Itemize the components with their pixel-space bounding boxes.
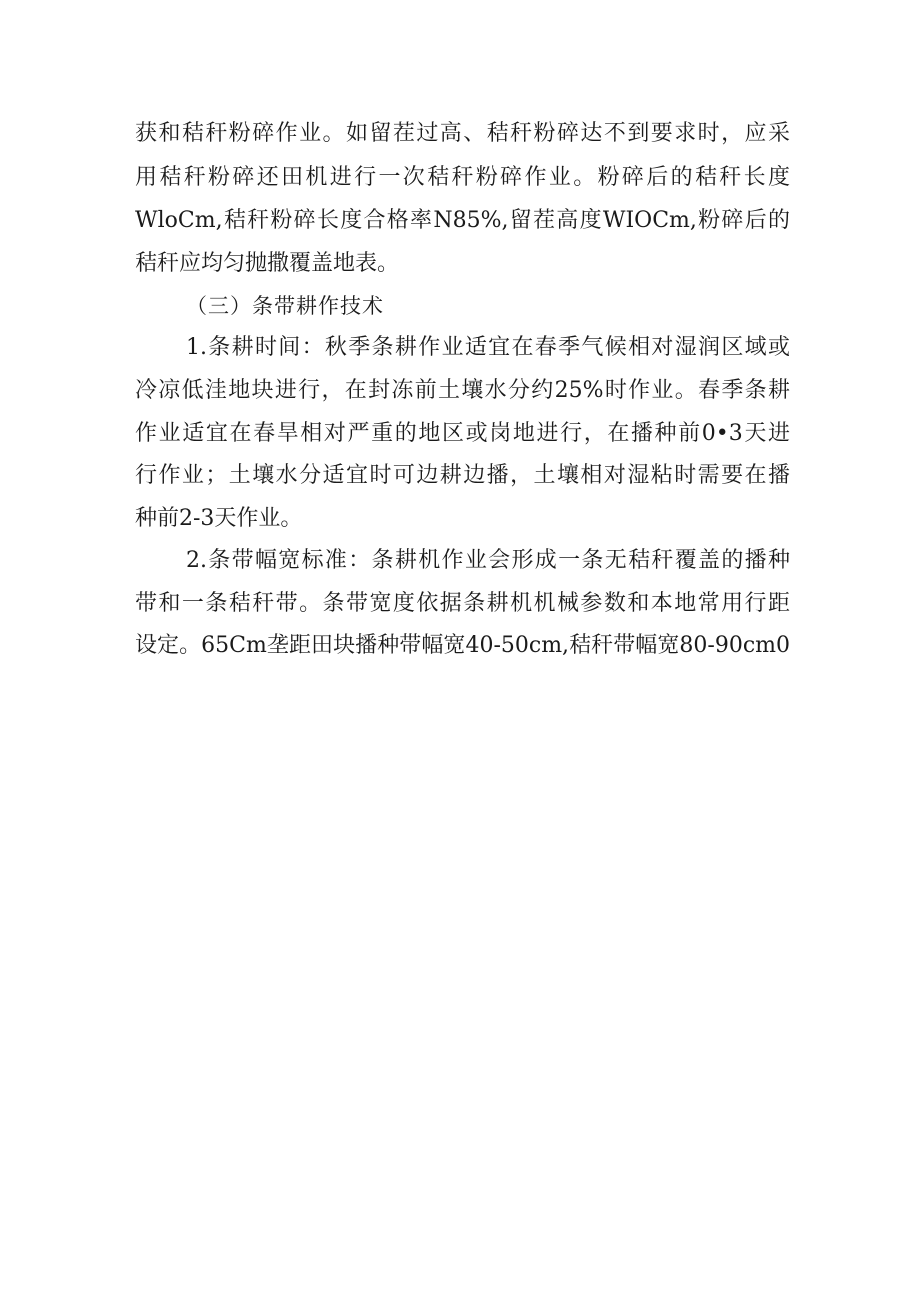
- paragraph1-line-4: 秸秆应均匀抛撒覆盖地表。: [135, 251, 400, 276]
- paragraph1-line-3: WloCm,秸秆粉碎长度合格率N85%,留茬高度WIOCm,粉碎后的: [135, 208, 790, 233]
- paragraph2-line-3: 作业适宜在春旱相对严重的地区或岗地进行，在播种前0•3天进: [135, 421, 790, 446]
- section-heading: （三）条带耕作技术: [186, 294, 384, 318]
- paragraph3-line-3: 设定。65Cm垄距田块播种带幅宽40-50cm,秸秆带幅宽80-90cm0: [135, 633, 790, 658]
- paragraph2-line-2: 冷凉低洼地块进行，在封冻前土壤水分约25%时作业。春季条耕: [135, 378, 790, 403]
- paragraph3-line-2: 带和一条秸秆带。条带宽度依据条耕机机械参数和本地常用行距: [135, 591, 790, 616]
- paragraph3-line-1: 2.条带幅宽标准：条耕机作业会形成一条无秸秆覆盖的播种: [186, 548, 790, 573]
- paragraph1-line-2: 用秸秆粉碎还田机进行一次秸秆粉碎作业。粉碎后的秸秆长度: [135, 165, 790, 190]
- paragraph1-line-1: 获和秸秆粉碎作业。如留茬过高、秸秆粉碎达不到要求时，应采: [135, 121, 790, 146]
- paragraph2-line-5: 种前2-3天作业。: [135, 506, 303, 531]
- paragraph2-line-4: 行作业；土壤水分适宜时可边耕边播，土壤相对湿粘时需要在播: [135, 463, 790, 488]
- paragraph2-line-1: 1.条耕时间：秋季条耕作业适宜在春季气候相对湿润区域或: [186, 335, 790, 360]
